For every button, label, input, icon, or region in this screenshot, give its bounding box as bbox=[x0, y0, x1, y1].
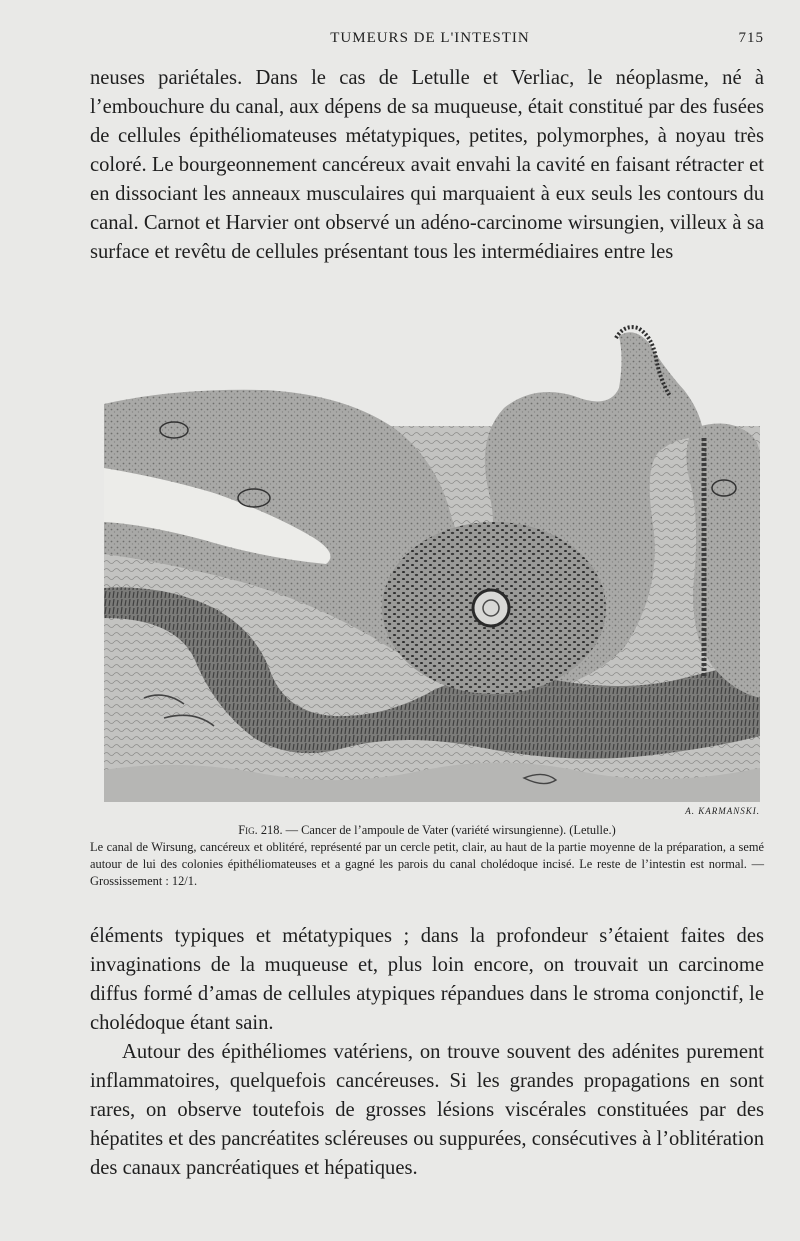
running-head bbox=[90, 30, 770, 54]
figure-label: Fig. 218. bbox=[238, 823, 283, 837]
bottom-text-block bbox=[90, 922, 764, 1183]
paragraph-top: neuses pariétales. Dans le cas de Letulle et Verliac, le néoplasme, né à l’embouchure du canal, aux dépens de sa muqueuse, était constitué par des fusées de cellules épithéliomateuses métatypiques, petites, polymorphes, à noyau très coloré. Le bourgeonnement cancéreux avait envahi la cavité en faisant rétracter et en dissociant les anneaux musculaires qui marquaient à eux seuls les contours du canal. Carnot et Harvier ont observé un adéno-carcinome wirsungien, villeux à sa surface et revêtu de cellules présentant tous les intermédiaires entre les bbox=[90, 67, 764, 263]
paragraph-bottom-2: Autour des épithéliomes vatériens, on trouve souvent des adénites purement inflammatoires, quelquefois cancéreuses. Si les grandes propagations en sont rares, on observe toutefois de grosses lésions viscérales constituées par des hépatites et des pancréatites scléreuses ou suppurées, consécutives à l’oblitération des canaux pancréatiques et hépatiques. bbox=[90, 1041, 764, 1179]
engraver-signature: A. KARMANSKI. bbox=[685, 806, 760, 816]
caption-description: Le canal de Wirsung, cancéreux et oblitéré, représenté par un cercle petit, clair, au haut de la partie moyenne de la préparation, a semé autour de lui des colonies épithéliomateuses et a gagné les parois du canal cholédoque incisé. Le reste de l’intestin est normal. — Grossissement : 12/1. bbox=[90, 840, 764, 888]
histology-engraving bbox=[104, 318, 760, 810]
caption-title: — Cancer de l’ampoule de Vater (variété wirsungienne). (Letulle.) bbox=[282, 823, 616, 837]
wirsung-duct-circle bbox=[473, 590, 509, 626]
histology-illustration bbox=[104, 318, 760, 816]
running-title: TUMEURS DE L'INTESTIN bbox=[330, 30, 530, 46]
caption-title-line bbox=[90, 822, 764, 839]
page-number: 715 bbox=[738, 30, 764, 46]
paragraph-bottom-1: éléments typiques et métatypiques ; dans la profondeur s’étaient faites des invaginations de la muqueuse et, plus loin encore, on trouvait un carcinome diffus formé d’amas de cellules atypiques répandues dans le stroma conjonctif, le cholédoque étant sain. bbox=[90, 925, 764, 1034]
top-text-block bbox=[90, 64, 764, 267]
figure-caption bbox=[90, 822, 764, 890]
